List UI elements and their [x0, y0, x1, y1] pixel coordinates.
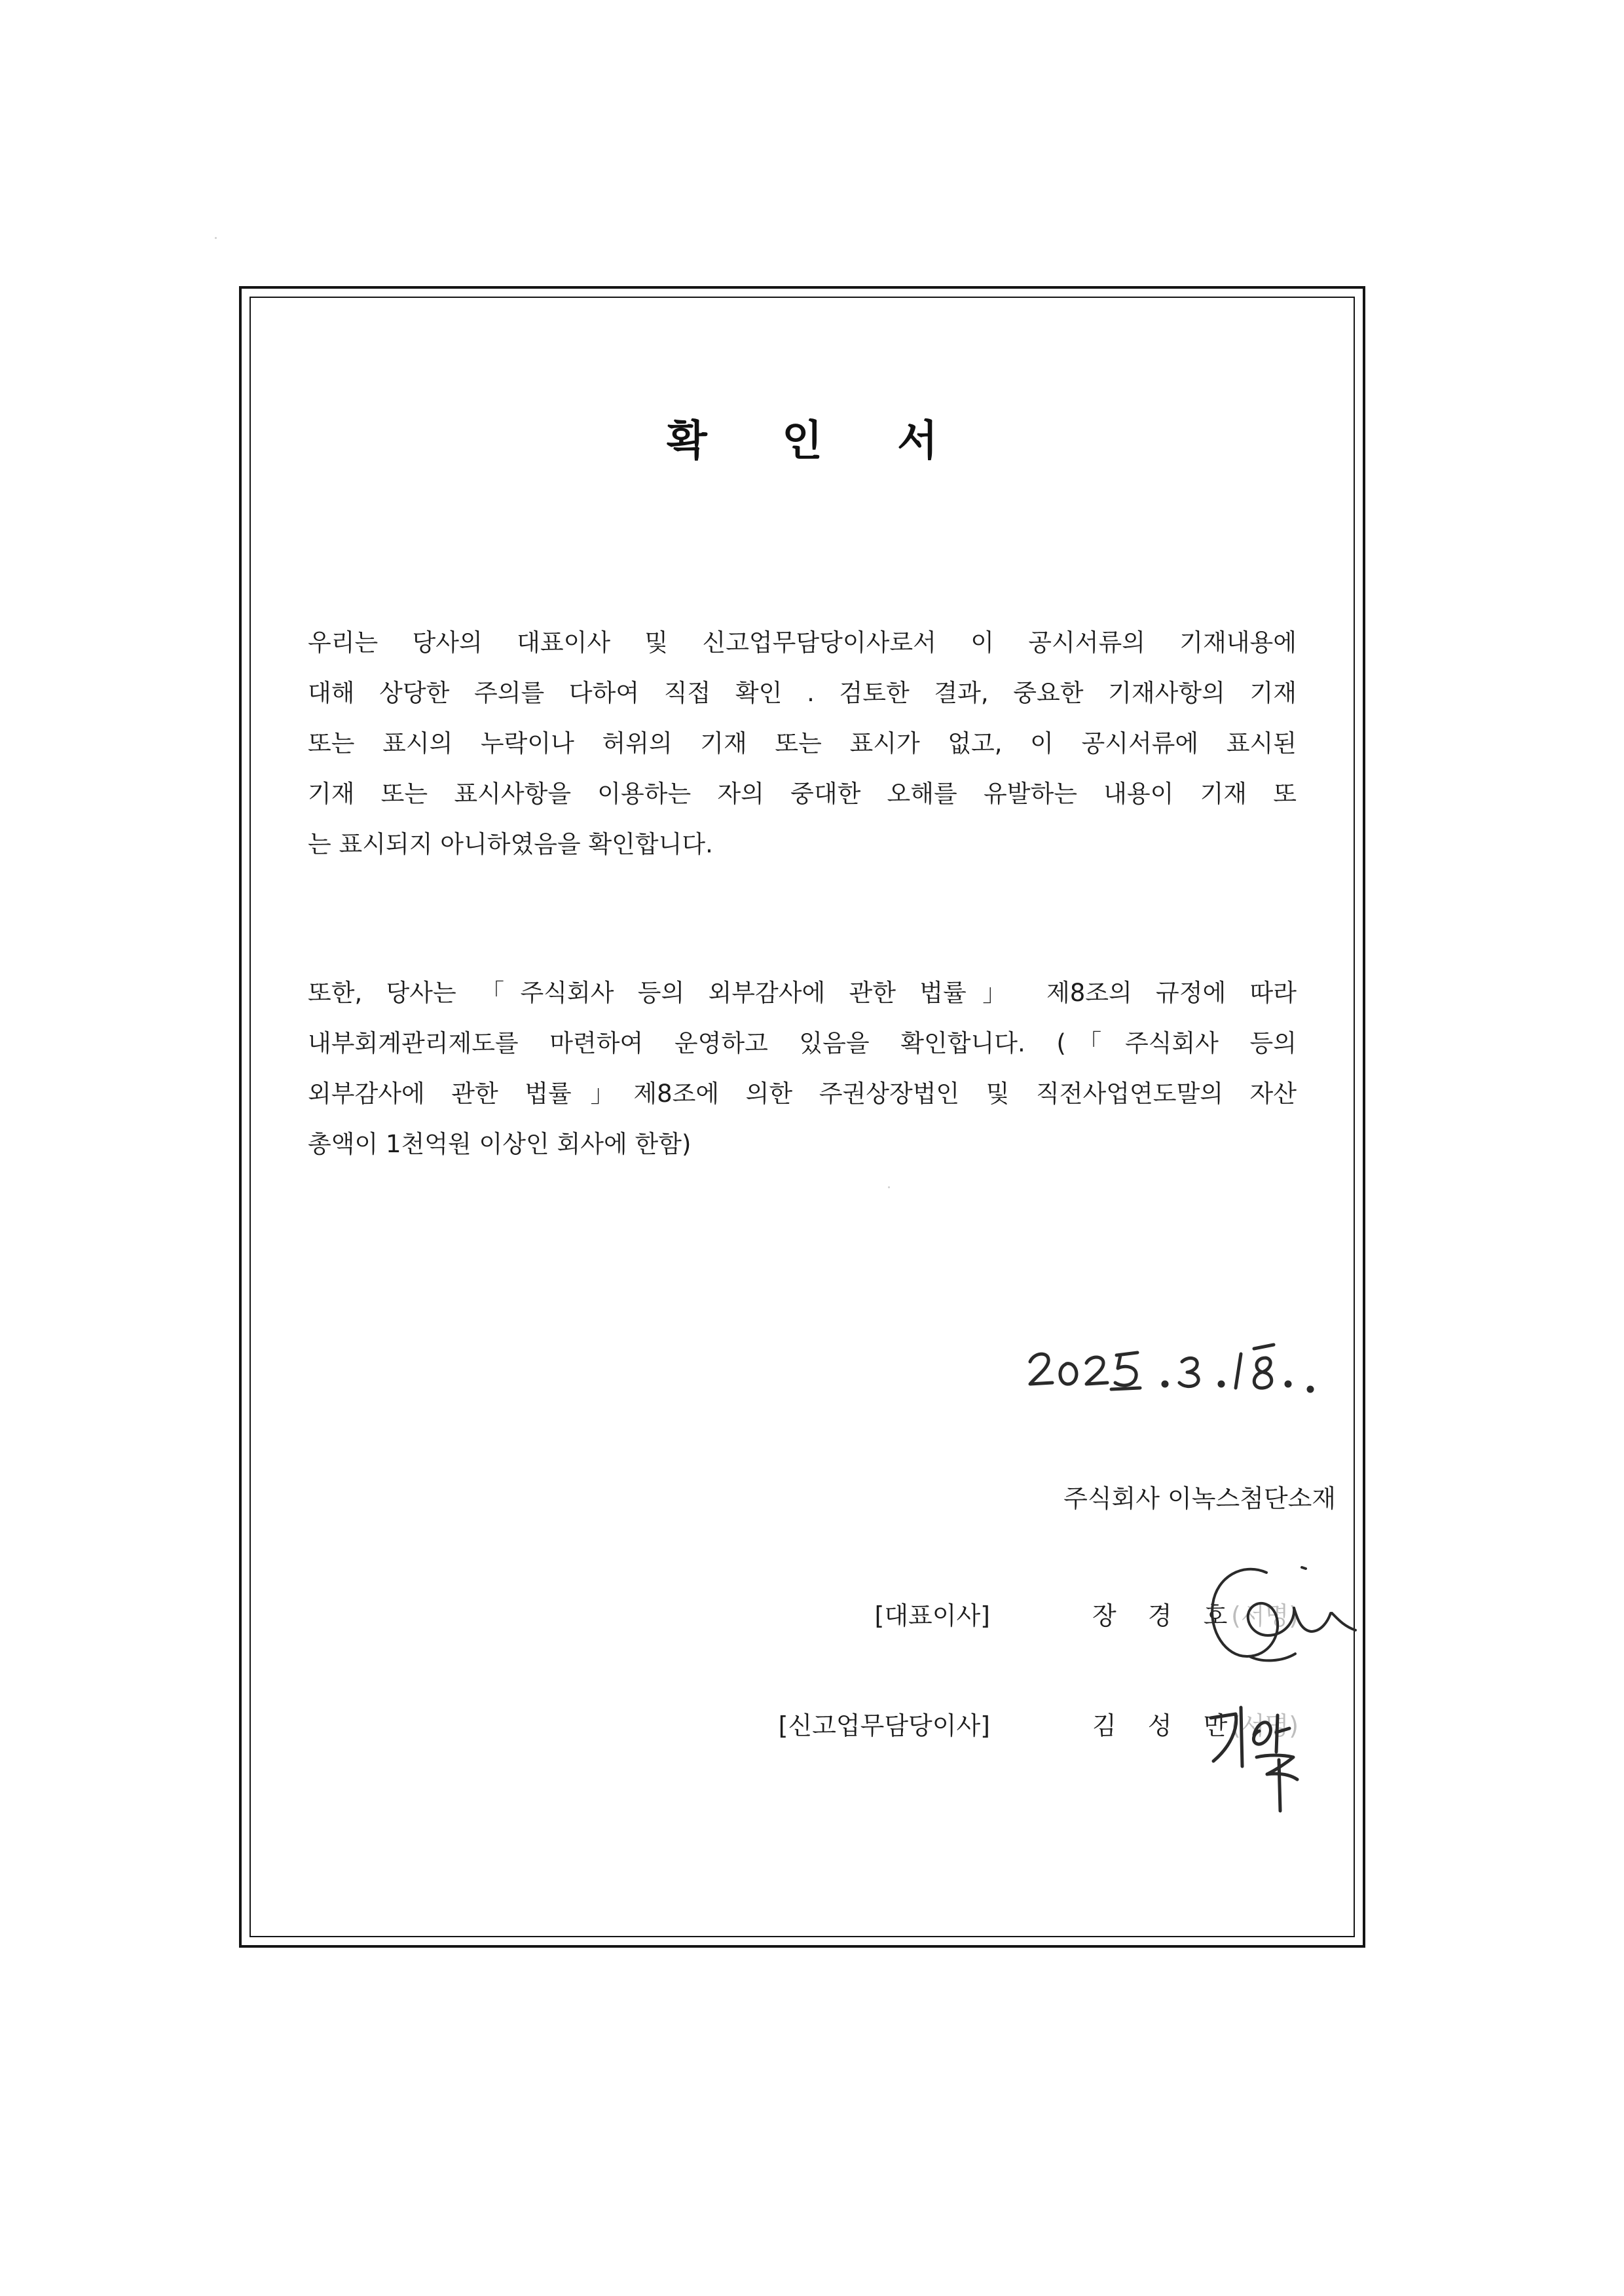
- company-name: 주식회사 이녹스첨단소재: [1063, 1484, 1336, 1513]
- scan-artifact: [215, 237, 217, 239]
- paragraph-line: 외부감사에 관한 법률」제8조에 의한 주권상장법인 및 직전사업연도말의 자산: [308, 1080, 1297, 1108]
- paragraph-line: 대해 상당한 주의를 다하여 직접 확인 . 검토한 결과, 중요한 기재사항의 기재: [308, 679, 1297, 707]
- confirmation-paragraph: [308, 617, 1297, 869]
- paragraph-line: 기재 또는 표시사항을 이용하는 자의 중대한 오해를 유발하는 내용이 기재 또: [308, 780, 1297, 808]
- ceo-name: 장 경 호: [1092, 1601, 1240, 1630]
- paragraph-line: 는 표시되지 아니하였음을 확인합니다.: [308, 830, 713, 858]
- paragraph-line: 우리는 당사의 대표이사 및 신고업무담당이사로서 이 공시서류의 기재내용에: [308, 629, 1297, 657]
- document-title: 확 인 서: [666, 416, 969, 465]
- handwritten-date: [1025, 1336, 1333, 1398]
- paragraph-line: 또한, 당사는 「주식회사 등의 외부감사에 관한 법률」 제8조의 규정에 따라: [308, 979, 1297, 1007]
- ceo-role-label: [대표이사]: [874, 1601, 990, 1630]
- officer-name: 김 성 만: [1092, 1711, 1240, 1740]
- ceo-handwritten-signature: [1204, 1558, 1367, 1683]
- paragraph-line: 또는 표시의 누락이나 허위의 기재 또는 표시가 없고, 이 공시서류에 표시된: [308, 729, 1297, 757]
- paragraph-line: 내부회계관리제도를 마련하여 운영하고 있음을 확인합니다. (「주식회사 등의: [308, 1029, 1297, 1057]
- officer-handwritten-signature: [1202, 1689, 1333, 1820]
- paragraph-line: 총액이 1천억원 이상인 회사에 한함): [308, 1130, 692, 1158]
- officer-role-label: [신고업무담당이사]: [778, 1711, 990, 1740]
- officer-signature-placeholder: (서명): [1231, 1711, 1299, 1740]
- scan-artifact: [888, 1186, 890, 1188]
- ceo-signature-placeholder: (서명): [1231, 1601, 1299, 1630]
- internal-control-paragraph: [308, 968, 1297, 1169]
